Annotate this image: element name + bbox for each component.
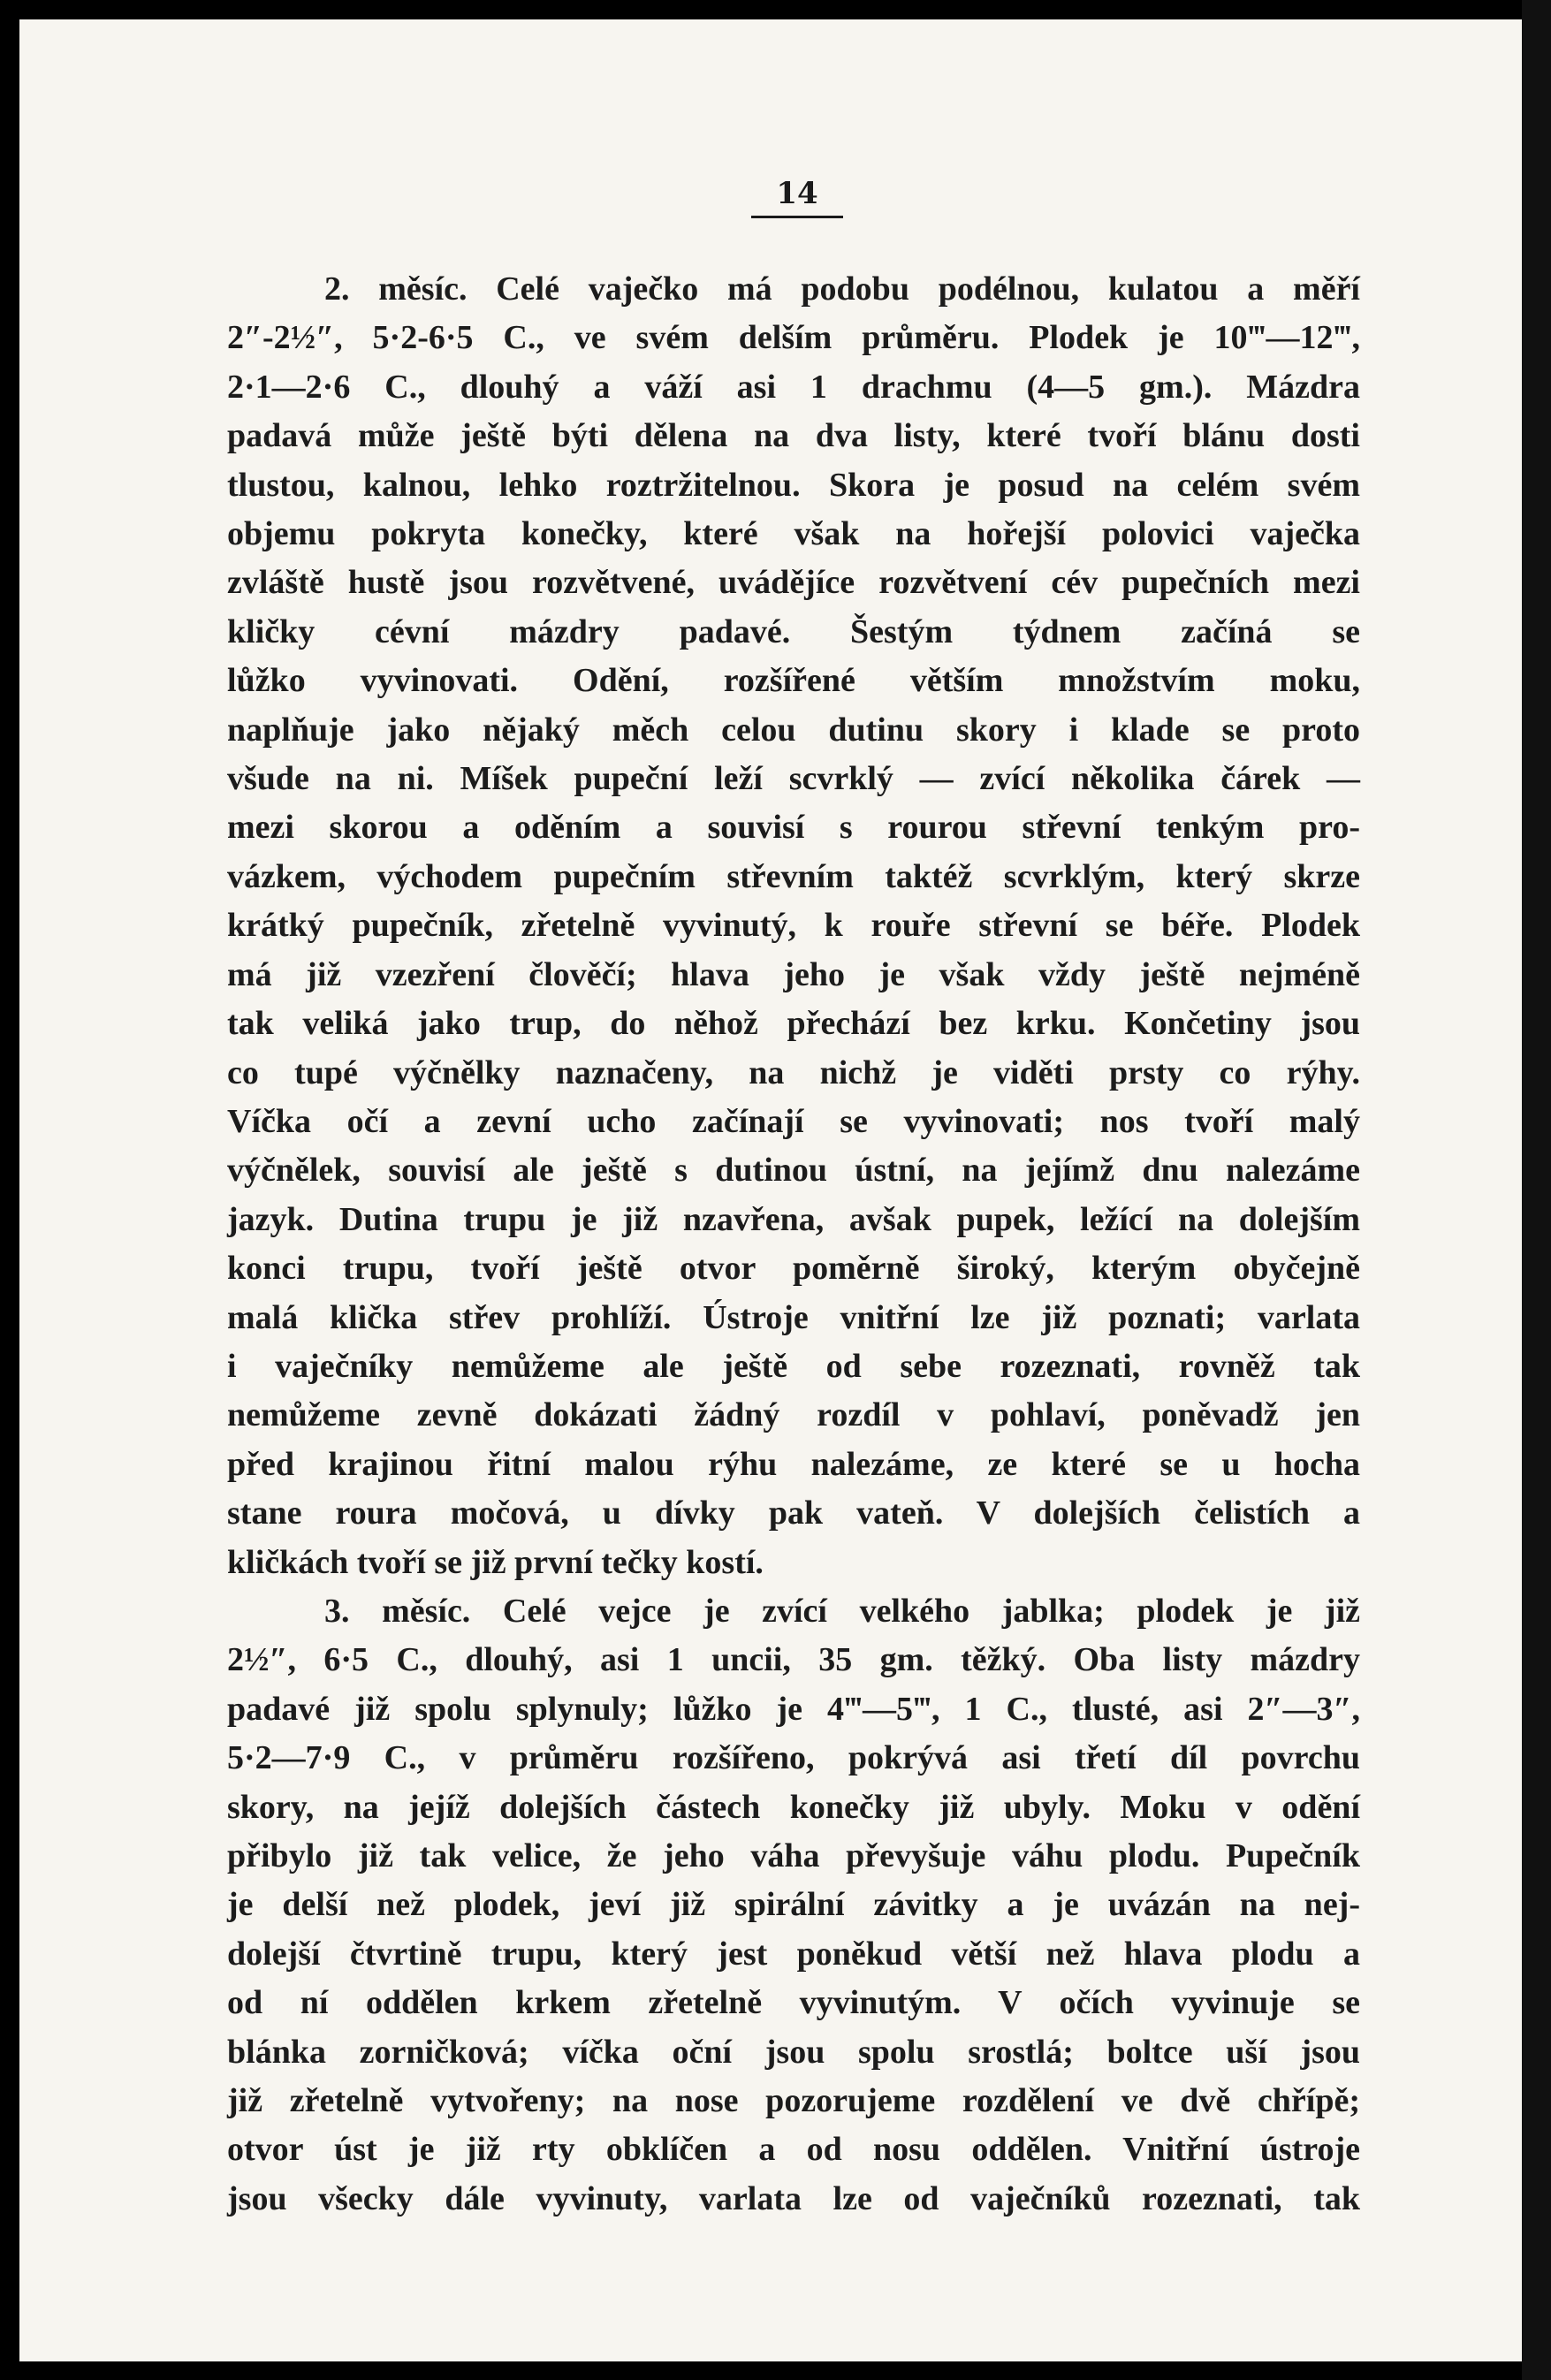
text-line: tlustou, kalnou, lehko roztržitelnou. Skora je posud na celém svém xyxy=(227,466,1360,504)
text-line: otvor úst je již rty obklíčen a od nosu oddělen. Vnitřní ústroje xyxy=(227,2131,1360,2169)
text-line: má již vzezření člověčí; hlava jeho je však vždy ještě nejméně xyxy=(227,955,1360,993)
text-line: krátký pupečník, zřetelně vyvinutý, k rouře střevní se béře. Plodek xyxy=(227,907,1360,945)
text-line: skory, na jejíž dolejších částech konečky již ubyly. Moku v odění xyxy=(227,1788,1360,1826)
text-line: 2. měsíc. Celé vaječko má podobu podélnou, kulatou a měří xyxy=(324,270,1360,308)
text-line: zvláště hustě jsou rozvětvené, uvádějíce rozvětvení cév pupečních mezi xyxy=(227,564,1360,602)
text-line: objemu pokryta konečky, které však na hořejší polovici vaječka xyxy=(227,515,1360,553)
paragraph-container xyxy=(227,265,1360,2224)
text-line: mezi skorou a oděním a souvisí s rourou střevní tenkým pro- xyxy=(227,809,1360,847)
text-line: padavá může ještě býti dělena na dva listy, které tvoří blánu dosti xyxy=(227,417,1360,455)
text-line: malá klička střev prohlíží. Ústroje vnitřní lze již poznati; varlata xyxy=(227,1298,1360,1336)
text-line: je delší než plodek, jeví již spirální závitky a je uvázán na nej- xyxy=(227,1886,1360,1924)
text-line: výčnělek, souvisí ale ještě s dutinou ústní, na jejímž dnu nalezáme xyxy=(227,1152,1360,1190)
text-line: jazyk. Dutina trupu je již nzavřena, avšak pupek, ležící na dolejším xyxy=(227,1200,1360,1238)
body-text xyxy=(227,265,1360,2224)
text-line: naplňuje jako nějaký měch celou dutinu skory i klade se proto xyxy=(227,711,1360,749)
text-line: nemůžeme zevně dokázati žádný rozdíl v pohlaví, poněvadž jen xyxy=(227,1396,1360,1434)
text-line: vázkem, východem pupečním střevním taktéž scvrklým, který skrze xyxy=(227,857,1360,895)
text-line: 5·2—7·9 C., v průměru rozšířeno, pokrývá asi třetí díl povrchu xyxy=(227,1739,1360,1777)
text-line: všude na ni. Míšek pupeční leží scvrklý — zvící několika čárek — xyxy=(227,760,1360,798)
text-line: padavé již spolu splynuly; lůžko je 4‴—5‴, 1 C., tlusté, asi 2″—3″, xyxy=(227,1690,1360,1728)
text-line: přibylo již tak velice, že jeho váha převyšuje váhu plodu. Pupečník xyxy=(227,1837,1360,1874)
text-line: 2·1—2·6 C., dlouhý a váží asi 1 drachmu (4—5 gm.). Mázdra xyxy=(227,368,1360,406)
text-line: od ní oddělen krkem zřetelně vyvinutým. V očích vyvinuje se xyxy=(227,1984,1360,2022)
scan-edge xyxy=(1522,0,1551,2380)
text-line: kličkách tvoří se již první tečky kostí. xyxy=(227,1543,764,1581)
text-line: co tupé výčnělky naznačeny, na nichž je viděti prsty co rýhy. xyxy=(227,1053,1360,1091)
text-line: dolejší čtvrtině trupu, který jest poněkud větší než hlava plodu a xyxy=(227,1935,1360,1973)
text-line: blánka zorničková; víčka oční jsou spolu srostlá; boltce uší jsou xyxy=(227,2033,1360,2071)
page-number: 14 xyxy=(751,175,843,218)
text-line: již zřetelně vytvořeny; na nose pozorujeme rozdělení ve dvě chřípě; xyxy=(227,2082,1360,2120)
text-line: před krajinou řitní malou rýhu nalezáme, ze které se u hocha xyxy=(227,1445,1360,1483)
text-line: stane roura močová, u dívky pak vateň. V dolejších čelistích a xyxy=(227,1494,1360,1532)
text-line: 3. měsíc. Celé vejce je zvící velkého jablka; plodek je již xyxy=(324,1592,1360,1630)
text-line: konci trupu, tvoří ještě otvor poměrně široký, kterým obyčejně xyxy=(227,1250,1360,1288)
text-line: i vaječníky nemůžeme ale ještě od sebe rozeznati, rovněž tak xyxy=(227,1347,1360,1385)
text-line: kličky cévní mázdry padavé. Šestým týdnem začíná se xyxy=(227,612,1360,650)
text-line: Víčka očí a zevní ucho začínají se vyvinovati; nos tvoří malý xyxy=(227,1102,1360,1140)
text-line: lůžko vyvinovati. Odění, rozšířené větším množstvím moku, xyxy=(227,662,1360,700)
text-line: 2″-2½″, 5·2-6·5 C., ve svém delším průměru. Plodek je 10‴—12‴, xyxy=(227,319,1360,357)
text-line: 2½″, 6·5 C., dlouhý, asi 1 uncii, 35 gm. těžký. Oba listy mázdry xyxy=(227,1641,1360,1679)
text-line: jsou všecky dále vyvinuty, varlata lze od vaječníků rozeznati, tak xyxy=(227,2179,1360,2217)
text-line: tak veliká jako trup, do něhož přechází bez krku. Končetiny jsou xyxy=(227,1005,1360,1043)
